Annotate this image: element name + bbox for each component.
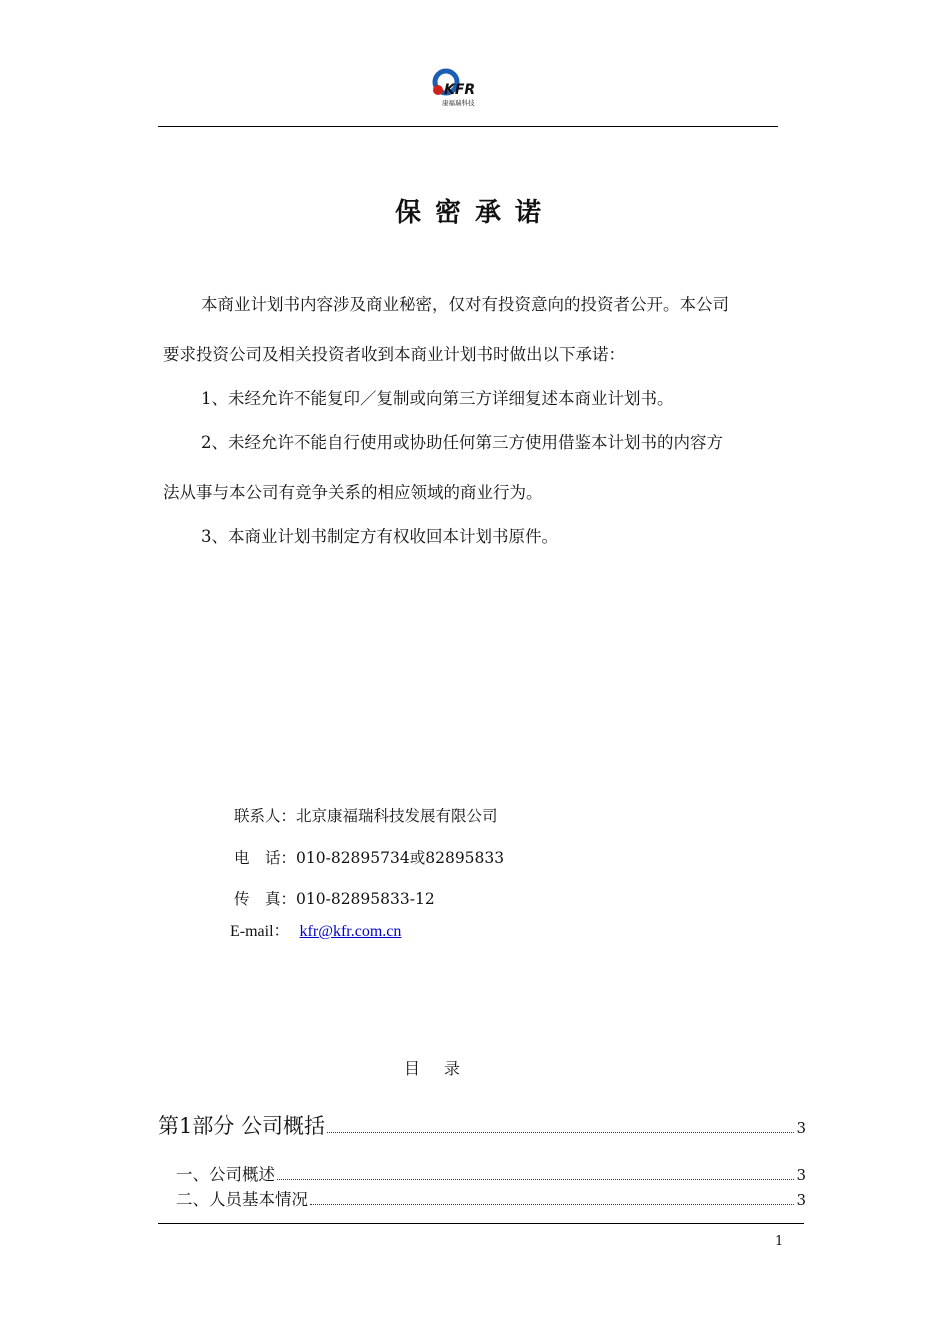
header-rule [158, 126, 778, 127]
contact-phone [234, 846, 504, 868]
contact-fax [234, 887, 435, 909]
contact-phone-value: 010-82895734或82895833 [296, 849, 505, 867]
contact-person-value: 北京康福瑞科技发展有限公司 [296, 807, 498, 825]
company-logo [428, 68, 488, 108]
footer-rule [158, 1223, 804, 1224]
logo-text: KFR [444, 82, 476, 98]
intro-line-1: 本商业计划书内容涉及商业秘密，仅对有投资意向的投资者公开。本公司 [201, 295, 729, 314]
page-number: 1 [775, 1234, 784, 1249]
contact-fax-value: 010-82895833-12 [296, 890, 435, 908]
intro-line-2: 要求投资公司及相关投资者收到本商业计划书时做出以下承诺： [163, 345, 625, 364]
toc-entry-page: 3 [796, 1166, 806, 1184]
toc-leader-dots [327, 1132, 794, 1133]
contact-email [230, 918, 401, 941]
commitment-2-line-2: 法从事与本公司有竞争关系的相应领域的商业行为。 [163, 483, 543, 502]
toc-entry-page: 3 [796, 1191, 806, 1209]
commitment-2-line-1: 2、未经允许不能自行使用或协助任何第三方使用借鉴本计划书的内容方 [201, 433, 723, 452]
page-title: 保密承诺 [394, 198, 555, 228]
contact-person-label: 联系人： [234, 807, 297, 825]
logo-subtext: 康福瑞科技 [442, 99, 475, 107]
toc-leader-dots [277, 1179, 794, 1180]
toc-leader-dots [310, 1204, 794, 1205]
kfr-logo-icon [428, 68, 488, 108]
contact-person [234, 804, 498, 826]
commitment-1: 1、未经允许不能复印／复制或向第三方详细复述本商业计划书。 [201, 389, 674, 408]
toc-entry-label: 一、公司概述 [176, 1165, 275, 1184]
contact-email-label: E-mail： [230, 923, 290, 940]
toc-entry[interactable] [176, 1161, 806, 1185]
toc-entry-page: 3 [796, 1119, 806, 1137]
toc-entry[interactable] [158, 1110, 806, 1140]
commitment-3: 3、本商业计划书制定方有权收回本计划书原件。 [201, 527, 558, 546]
toc-entry-label: 第1部分 公司概括 [158, 1114, 326, 1138]
toc-entry[interactable] [176, 1186, 806, 1210]
toc-heading: 目录 [404, 1059, 485, 1078]
toc-entry-label: 二、人员基本情况 [176, 1190, 308, 1209]
contact-fax-label: 传 真： [234, 890, 297, 908]
contact-phone-label: 电 话： [234, 849, 297, 867]
email-link[interactable]: kfr@kfr.com.cn [299, 923, 402, 940]
